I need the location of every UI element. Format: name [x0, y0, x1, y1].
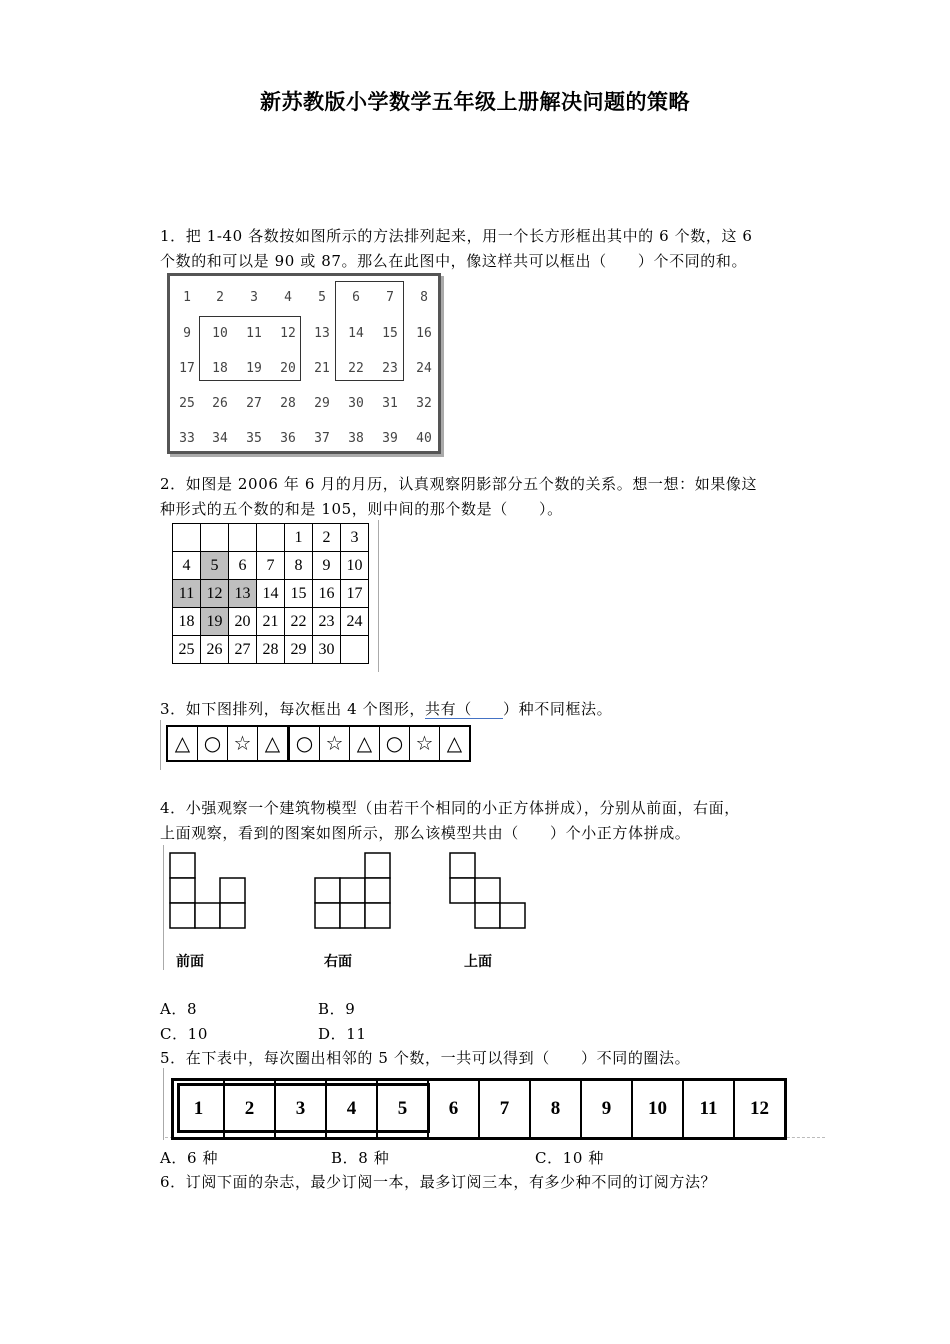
grid-number: 39	[382, 431, 398, 446]
grid-number: 5	[318, 290, 326, 305]
question-5	[160, 1046, 800, 1071]
three-views-figure	[165, 848, 545, 938]
calendar-day: 21	[257, 608, 285, 636]
shape-cell: ○	[380, 727, 410, 760]
grid-number: 7	[386, 290, 394, 305]
grid-number: 14	[348, 326, 364, 341]
label-top-view: 上面	[464, 954, 492, 970]
strip-number: 9	[582, 1081, 633, 1137]
calendar-day: 4	[173, 552, 201, 580]
q5-option-b: B．8 种	[331, 1149, 390, 1167]
grid-number: 17	[179, 361, 195, 376]
shape-cell: △	[258, 727, 290, 760]
grid-number: 29	[314, 396, 330, 411]
grid-number: 15	[382, 326, 398, 341]
calendar-day	[229, 524, 257, 552]
calendar-day: 25	[173, 636, 201, 664]
top-view	[450, 853, 525, 928]
calendar-day: 14	[257, 580, 285, 608]
label-right-view: 右面	[324, 954, 352, 970]
number-grid-1-40	[167, 273, 441, 454]
strip-number: 7	[480, 1081, 531, 1137]
calendar-day	[341, 636, 369, 664]
calendar-day-shaded: 12	[201, 580, 229, 608]
grid-number: 27	[246, 396, 262, 411]
grid-number: 34	[212, 431, 228, 446]
grid-number: 3	[250, 290, 258, 305]
calendar-day: 28	[257, 636, 285, 664]
calendar-day: 15	[285, 580, 313, 608]
grid-number: 38	[348, 431, 364, 446]
shape-cell: ○	[198, 727, 228, 760]
q5-option-c: C．10 种	[535, 1149, 604, 1167]
grid-number: 18	[212, 361, 228, 376]
shape-sequence	[166, 725, 471, 762]
strip-number: 1	[174, 1081, 225, 1137]
grid-number: 2	[216, 290, 224, 305]
grid-number: 32	[416, 396, 432, 411]
shape-cell: ○	[290, 727, 320, 760]
calendar-week-row	[173, 524, 369, 552]
q4-option-b: B．9	[318, 1000, 356, 1018]
question-1-line-1: 1．把 1-40 各数按如图所示的方法排列起来，用一个长方形框出其中的 6 个数，这 6	[160, 227, 753, 245]
grid-number: 1	[183, 290, 191, 305]
question-3	[160, 697, 800, 722]
grid-number: 11	[246, 326, 262, 341]
calendar-week-row	[173, 552, 369, 580]
grid-number: 33	[179, 431, 195, 446]
strip-number: 4	[327, 1081, 378, 1137]
grid-number: 20	[280, 361, 296, 376]
calendar-day	[173, 524, 201, 552]
question-3-text-c: ）种不同框法。	[503, 700, 613, 718]
question-4	[160, 796, 800, 846]
calendar-day	[201, 524, 229, 552]
strip-number: 12	[750, 1098, 769, 1119]
question-3-text-b: 共有（	[425, 700, 504, 718]
grid-number: 13	[314, 326, 330, 341]
strip-number: 5	[378, 1081, 429, 1137]
grid-number: 23	[382, 361, 398, 376]
calendar-day: 29	[285, 636, 313, 664]
calendar-day: 2	[313, 524, 341, 552]
label-front-view: 前面	[176, 954, 204, 970]
calendar-week-row	[173, 608, 369, 636]
figure-edge	[163, 1068, 164, 1140]
question-5-line-1: 5．在下表中，每次圈出相邻的 5 个数，一共可以得到（ ）不同的圈法。	[160, 1049, 691, 1067]
q4-option-a: A．8	[160, 1000, 198, 1018]
strip-number: 8	[531, 1081, 582, 1137]
calendar-day: 6	[229, 552, 257, 580]
calendar-day-shaded: 5	[201, 552, 229, 580]
calendar-week-row	[173, 580, 369, 608]
grid-number: 30	[348, 396, 364, 411]
strip-number: 11	[684, 1081, 735, 1137]
grid-number: 12	[280, 326, 296, 341]
grid-number: 37	[314, 431, 330, 446]
calendar-day: 18	[173, 608, 201, 636]
calendar-day: 16	[313, 580, 341, 608]
grid-number: 31	[382, 396, 398, 411]
strip-number: 6	[429, 1081, 480, 1137]
grid-number: 19	[246, 361, 262, 376]
question-3-text-a: 3．如下图排列，每次框出 4 个图形，	[160, 700, 426, 718]
calendar-day: 30	[313, 636, 341, 664]
question-4-line-1: 4．小强观察一个建筑物模型（由若干个相同的小正方体拼成），分别从前面，右面，	[160, 799, 740, 817]
calendar-day: 27	[229, 636, 257, 664]
figure-edge	[163, 845, 164, 970]
shape-cell: ☆	[320, 727, 350, 760]
grid-number: 4	[284, 290, 292, 305]
q5-option-a: A．6 种	[160, 1149, 219, 1167]
figure-edge	[160, 720, 161, 770]
grid-number: 36	[280, 431, 296, 446]
grid-number: 6	[352, 290, 360, 305]
q4-option-d: D．11	[318, 1025, 367, 1043]
calendar-day: 8	[285, 552, 313, 580]
calendar-day: 22	[285, 608, 313, 636]
question-1	[160, 224, 800, 274]
grid-number: 16	[416, 326, 432, 341]
grid-number: 26	[212, 396, 228, 411]
strip-number: 10	[633, 1081, 684, 1137]
strip-number: 2	[225, 1081, 276, 1137]
grid-number: 35	[246, 431, 262, 446]
calendar-day-shaded: 13	[229, 580, 257, 608]
q4-option-c: C．10	[160, 1025, 208, 1043]
question-2	[160, 472, 800, 522]
calendar-day: 24	[341, 608, 369, 636]
grid-number: 40	[416, 431, 432, 446]
grid-number: 10	[212, 326, 228, 341]
calendar-day: 20	[229, 608, 257, 636]
figure-edge	[378, 520, 379, 672]
shape-cell: △	[446, 731, 463, 755]
shape-cell: △	[168, 727, 198, 760]
calendar-day: 23	[313, 608, 341, 636]
question-2-line-2: 种形式的五个数的和是 105，则中间的那个数是（ ）。	[160, 500, 563, 518]
calendar-day: 26	[201, 636, 229, 664]
calendar-week-row	[173, 636, 369, 664]
page-title: 新苏教版小学数学五年级上册解决问题的策略	[260, 90, 690, 114]
june-2006-calendar	[172, 523, 369, 664]
grid-number: 9	[183, 326, 191, 341]
grid-number: 21	[314, 361, 330, 376]
calendar-day-shaded: 19	[201, 608, 229, 636]
calendar-day: 7	[257, 552, 285, 580]
calendar-day: 10	[341, 552, 369, 580]
calendar-day: 1	[285, 524, 313, 552]
strip-number: 3	[276, 1081, 327, 1137]
question-2-line-1: 2．如图是 2006 年 6 月的月历，认真观察阴影部分五个数的关系。想一想：如果像这	[160, 475, 758, 493]
grid-number: 8	[420, 290, 428, 305]
calendar-day: 9	[313, 552, 341, 580]
calendar-day	[257, 524, 285, 552]
calendar-day: 17	[341, 580, 369, 608]
question-6-line-1: 6．订阅下面的杂志，最少订阅一本，最多订阅三本，有多少种不同的订阅方法？	[160, 1173, 717, 1191]
shape-cell: ☆	[228, 727, 258, 760]
question-1-line-2: 个数的和可以是 90 或 87。那么在此图中，像这样共可以框出（ ）个不同的和。	[160, 252, 748, 270]
shape-cell: △	[350, 727, 380, 760]
grid-number: 22	[348, 361, 364, 376]
question-4-line-2: 上面观察，看到的图案如图所示，那么该模型共由（ ）个小正方体拼成。	[160, 824, 691, 842]
front-view	[170, 853, 245, 928]
question-6	[160, 1170, 800, 1195]
grid-number: 28	[280, 396, 296, 411]
calendar-day-shaded: 11	[173, 580, 201, 608]
shape-cell: ☆	[410, 727, 440, 760]
right-view	[315, 853, 390, 928]
circle-frame-five-numbers	[177, 1083, 430, 1133]
grid-number: 25	[179, 396, 195, 411]
calendar-day: 3	[341, 524, 369, 552]
grid-number: 24	[416, 361, 432, 376]
